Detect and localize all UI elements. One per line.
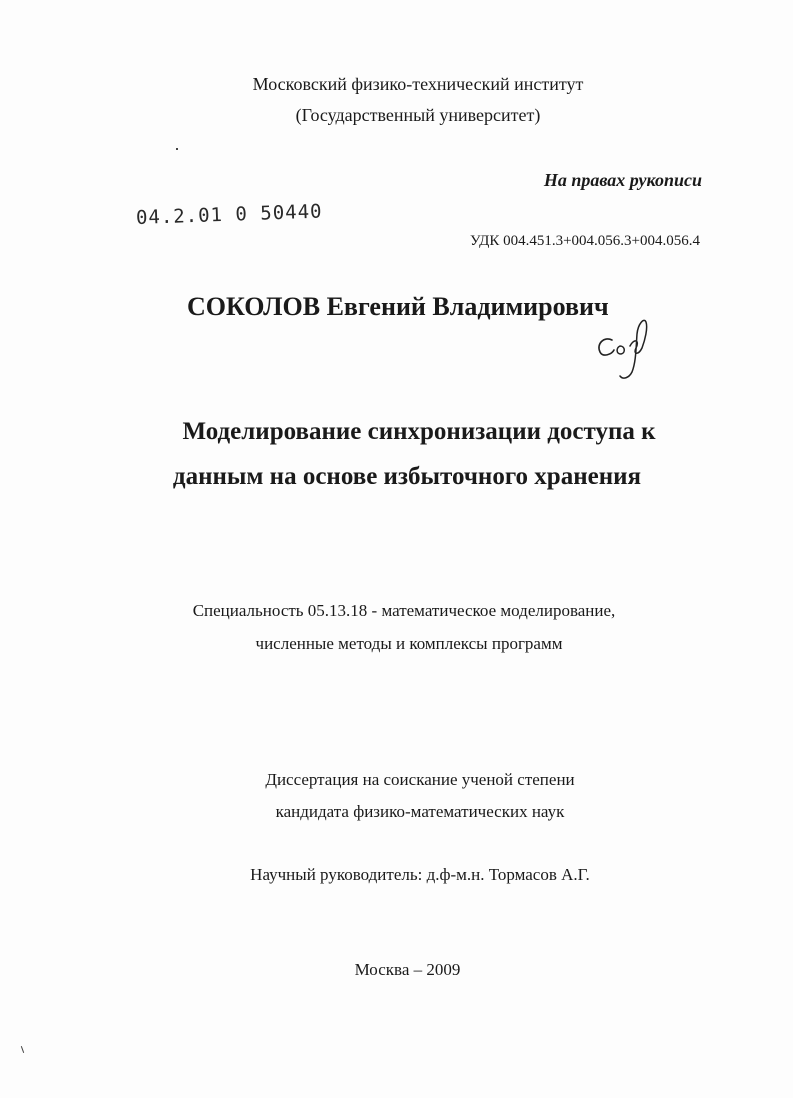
signature-icon [590,318,660,382]
manuscript-rights-note: На правах рукописи [543,170,702,190]
scientific-advisor: Научный руководитель: д.ф-м.н. Тормасов А.Г. [250,865,590,884]
scan-speck [176,148,178,150]
scan-mark [21,1046,24,1053]
specialty-line-2: численные методы и комплексы программ [255,634,563,653]
author-name: СОКОЛОВ Евгений Владимирович [187,292,609,321]
title-line-2: данным на основе избыточного хранения [172,463,642,490]
university-subtitle: (Государственный университет) [295,105,541,125]
dissertation-line-1: Диссертация на соискание ученой степени [265,770,575,789]
dissertation-line-2: кандидата физико-математических наук [275,802,565,821]
city-year: Москва – 2009 [354,960,461,979]
registration-stamp: 04.2.01 0 50440 [135,200,323,229]
specialty-line-1: Специальность 05.13.18 - математическое моделирование, [192,601,616,620]
title-line-1: Моделирование синхронизации доступа к [182,418,656,445]
udc-code: УДК 004.451.3+004.056.3+004.056.4 [469,233,700,249]
institute-name: Московский физико-технический институт [252,74,584,94]
